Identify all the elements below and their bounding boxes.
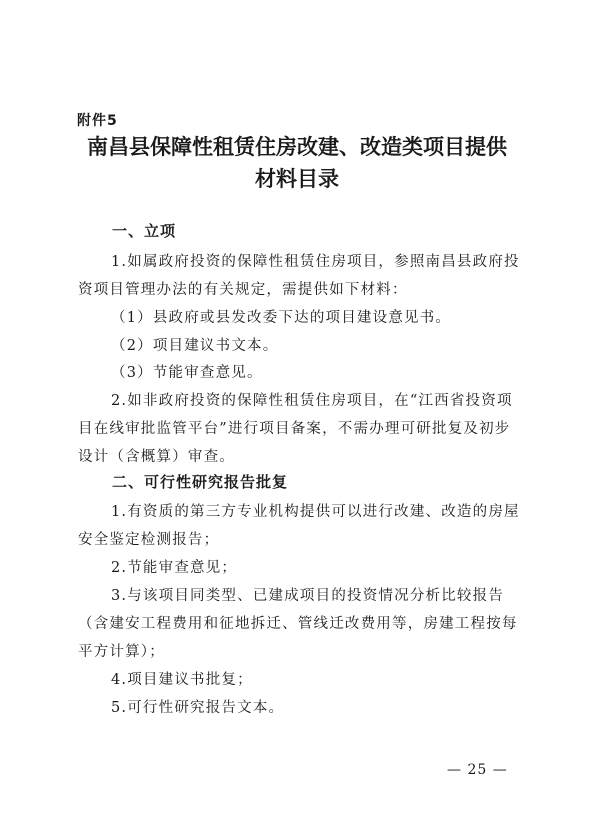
page-number: — 25 — <box>447 762 508 778</box>
document-title-line-1: 南昌县保障性租赁住房改建、改造类项目提供 <box>87 135 507 159</box>
document-title-line-2: 材料目录 <box>255 167 339 191</box>
section-heading-project-approval: 一、立项 <box>112 222 177 240</box>
paragraph-line: 5.可行性研究报告文本。 <box>111 700 285 716</box>
list-item: （3）节能审查意见。 <box>111 365 263 381</box>
paragraph-line: 设计（含概算）审查。 <box>78 449 235 465</box>
list-item: （2）项目建议书文本。 <box>111 338 279 354</box>
paragraph-line: 2.如非政府投资的保障性租赁住房项目，在“江西省投资项 <box>111 393 513 409</box>
paragraph-line: 安全鉴定检测报告； <box>78 532 220 548</box>
paragraph-line: 目在线审批监管平台”进行项目备案，不需办理可研批复及初步 <box>78 421 511 437</box>
paragraph-line: 1.如属政府投资的保障性租赁住房项目，参照南昌县政府投 <box>111 254 520 270</box>
paragraph-line: 3.与该项目同类型、已建成项目的投资情况分析比较报告 <box>111 588 505 604</box>
section-heading-feasibility-report: 二、可行性研究报告批复 <box>112 473 289 491</box>
paragraph-line: 资项目管理办法的有关规定，需提供如下材料： <box>78 282 408 298</box>
paragraph-line: 2.节能审查意见； <box>111 560 238 576</box>
paragraph-line: （含建安工程费用和征地拆迁、管线迁改费用等，房建工程按每 <box>78 616 518 632</box>
attachment-label: 附件5 <box>77 113 118 129</box>
list-item: （1）县政府或县发改委下达的项目建设意见书。 <box>111 310 452 326</box>
paragraph-line: 1.有资质的第三方专业机构提供可以进行改建、改造的房屋 <box>111 504 520 520</box>
paragraph-line: 4.项目建议书批复； <box>111 672 253 688</box>
paragraph-line: 平方计算）； <box>78 644 165 660</box>
